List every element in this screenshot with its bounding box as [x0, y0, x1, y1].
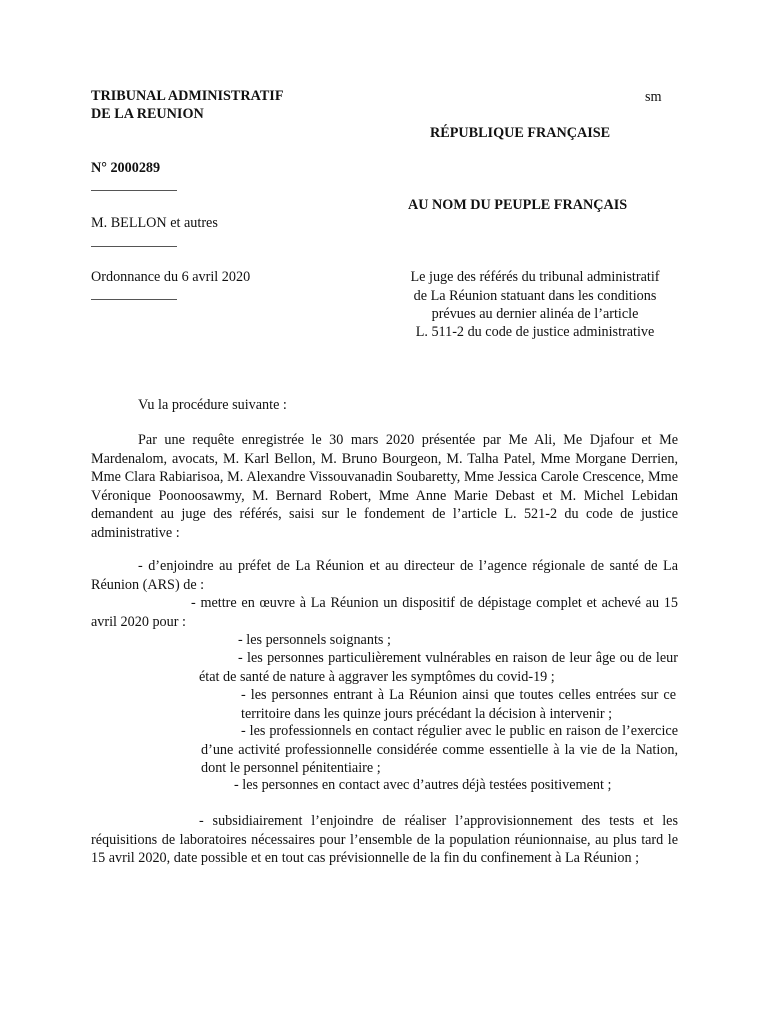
republic-heading: RÉPUBLIQUE FRANÇAISE [430, 125, 611, 141]
court-name-line1: TRIBUNAL ADMINISTRATIF [91, 88, 284, 104]
list-item: - les personnes en contact avec d’autres déjà testées positivement ; [234, 777, 612, 793]
procedure-intro: Vu la procédure suivante : [138, 397, 287, 413]
list-item: - les personnes entrant à La Réunion ainsi que toutes celles entrées sur ce territoire dans les quinze jours précédant la décision à intervenir ; [241, 687, 676, 722]
request-paragraph: Par une requête enregistrée le 30 mars 2020 présentée par Me Ali, Me Djafour et Me Mardenalom, avocats, M. Karl Bellon, M. Bruno Bourgeon, M. Talha Patel, Mme Morgane Derrien, Mme Clara Rabiarisoa, M. Alexandre Vissouvanadin Soubaretty, Mme Jessica Carole Crescence, Mme Véronique Poonoosawmy, M. Bernard Robert, Mme Anne Marie Debast et M. Michel Lebidan demandent au juge des référés, saisi sur le fondement de l’article L. 521-2 du code de justice administrative : [91, 432, 678, 541]
enjoin-paragraph: - d’enjoindre au préfet de La Réunion et au directeur de l’agence régionale de santé de La Réunion (ARS) de : [91, 558, 678, 593]
judge-block-line: de La Réunion statuant dans les conditions [413, 288, 657, 304]
subsidiary-paragraph: - subsidiairement l’enjoindre de réaliser l’approvisionnement des tests et les réquisitions de laboratoires nécessaires pour l’ensemble de la population réunionnaise, au plus tard le 15 avril 2020, date possible et en tout cas prévisionnelle de la fin du confinement à La Réunion ; [91, 813, 678, 867]
screening-paragraph: - mettre en œuvre à La Réunion un dispositif de dépistage complet et achevé au 15 avril 2020 pour : [91, 595, 678, 630]
parties: M. BELLON et autres [91, 215, 218, 231]
initials: sm [645, 89, 662, 105]
judge-block-line: Le juge des référés du tribunal administratif [410, 269, 660, 285]
list-item: - les professionnels en contact régulier avec le public en raison de l’exercice d’une activité professionnelle considérée comme essentielle à la vie de la Nation, dont le personnel pénitentiaire ; [201, 723, 678, 777]
separator-rule [91, 190, 177, 191]
list-item: - les personnes particulièrement vulnérables en raison de leur âge ou de leur état de santé de nature à aggraver les symptômes du covid-19 ; [199, 650, 678, 685]
judge-block-line: L. 511-2 du code de justice administrative [415, 324, 655, 340]
list-item: - les personnels soignants ; [238, 632, 391, 648]
court-name-line2: DE LA REUNION [91, 106, 204, 122]
separator-rule [91, 246, 177, 247]
separator-rule [91, 299, 177, 300]
case-number: N° 2000289 [91, 160, 161, 176]
order-date: Ordonnance du 6 avril 2020 [91, 269, 251, 285]
people-heading: AU NOM DU PEUPLE FRANÇAIS [408, 197, 628, 213]
judge-block-line: prévues au dernier alinéa de l’article [431, 306, 639, 322]
